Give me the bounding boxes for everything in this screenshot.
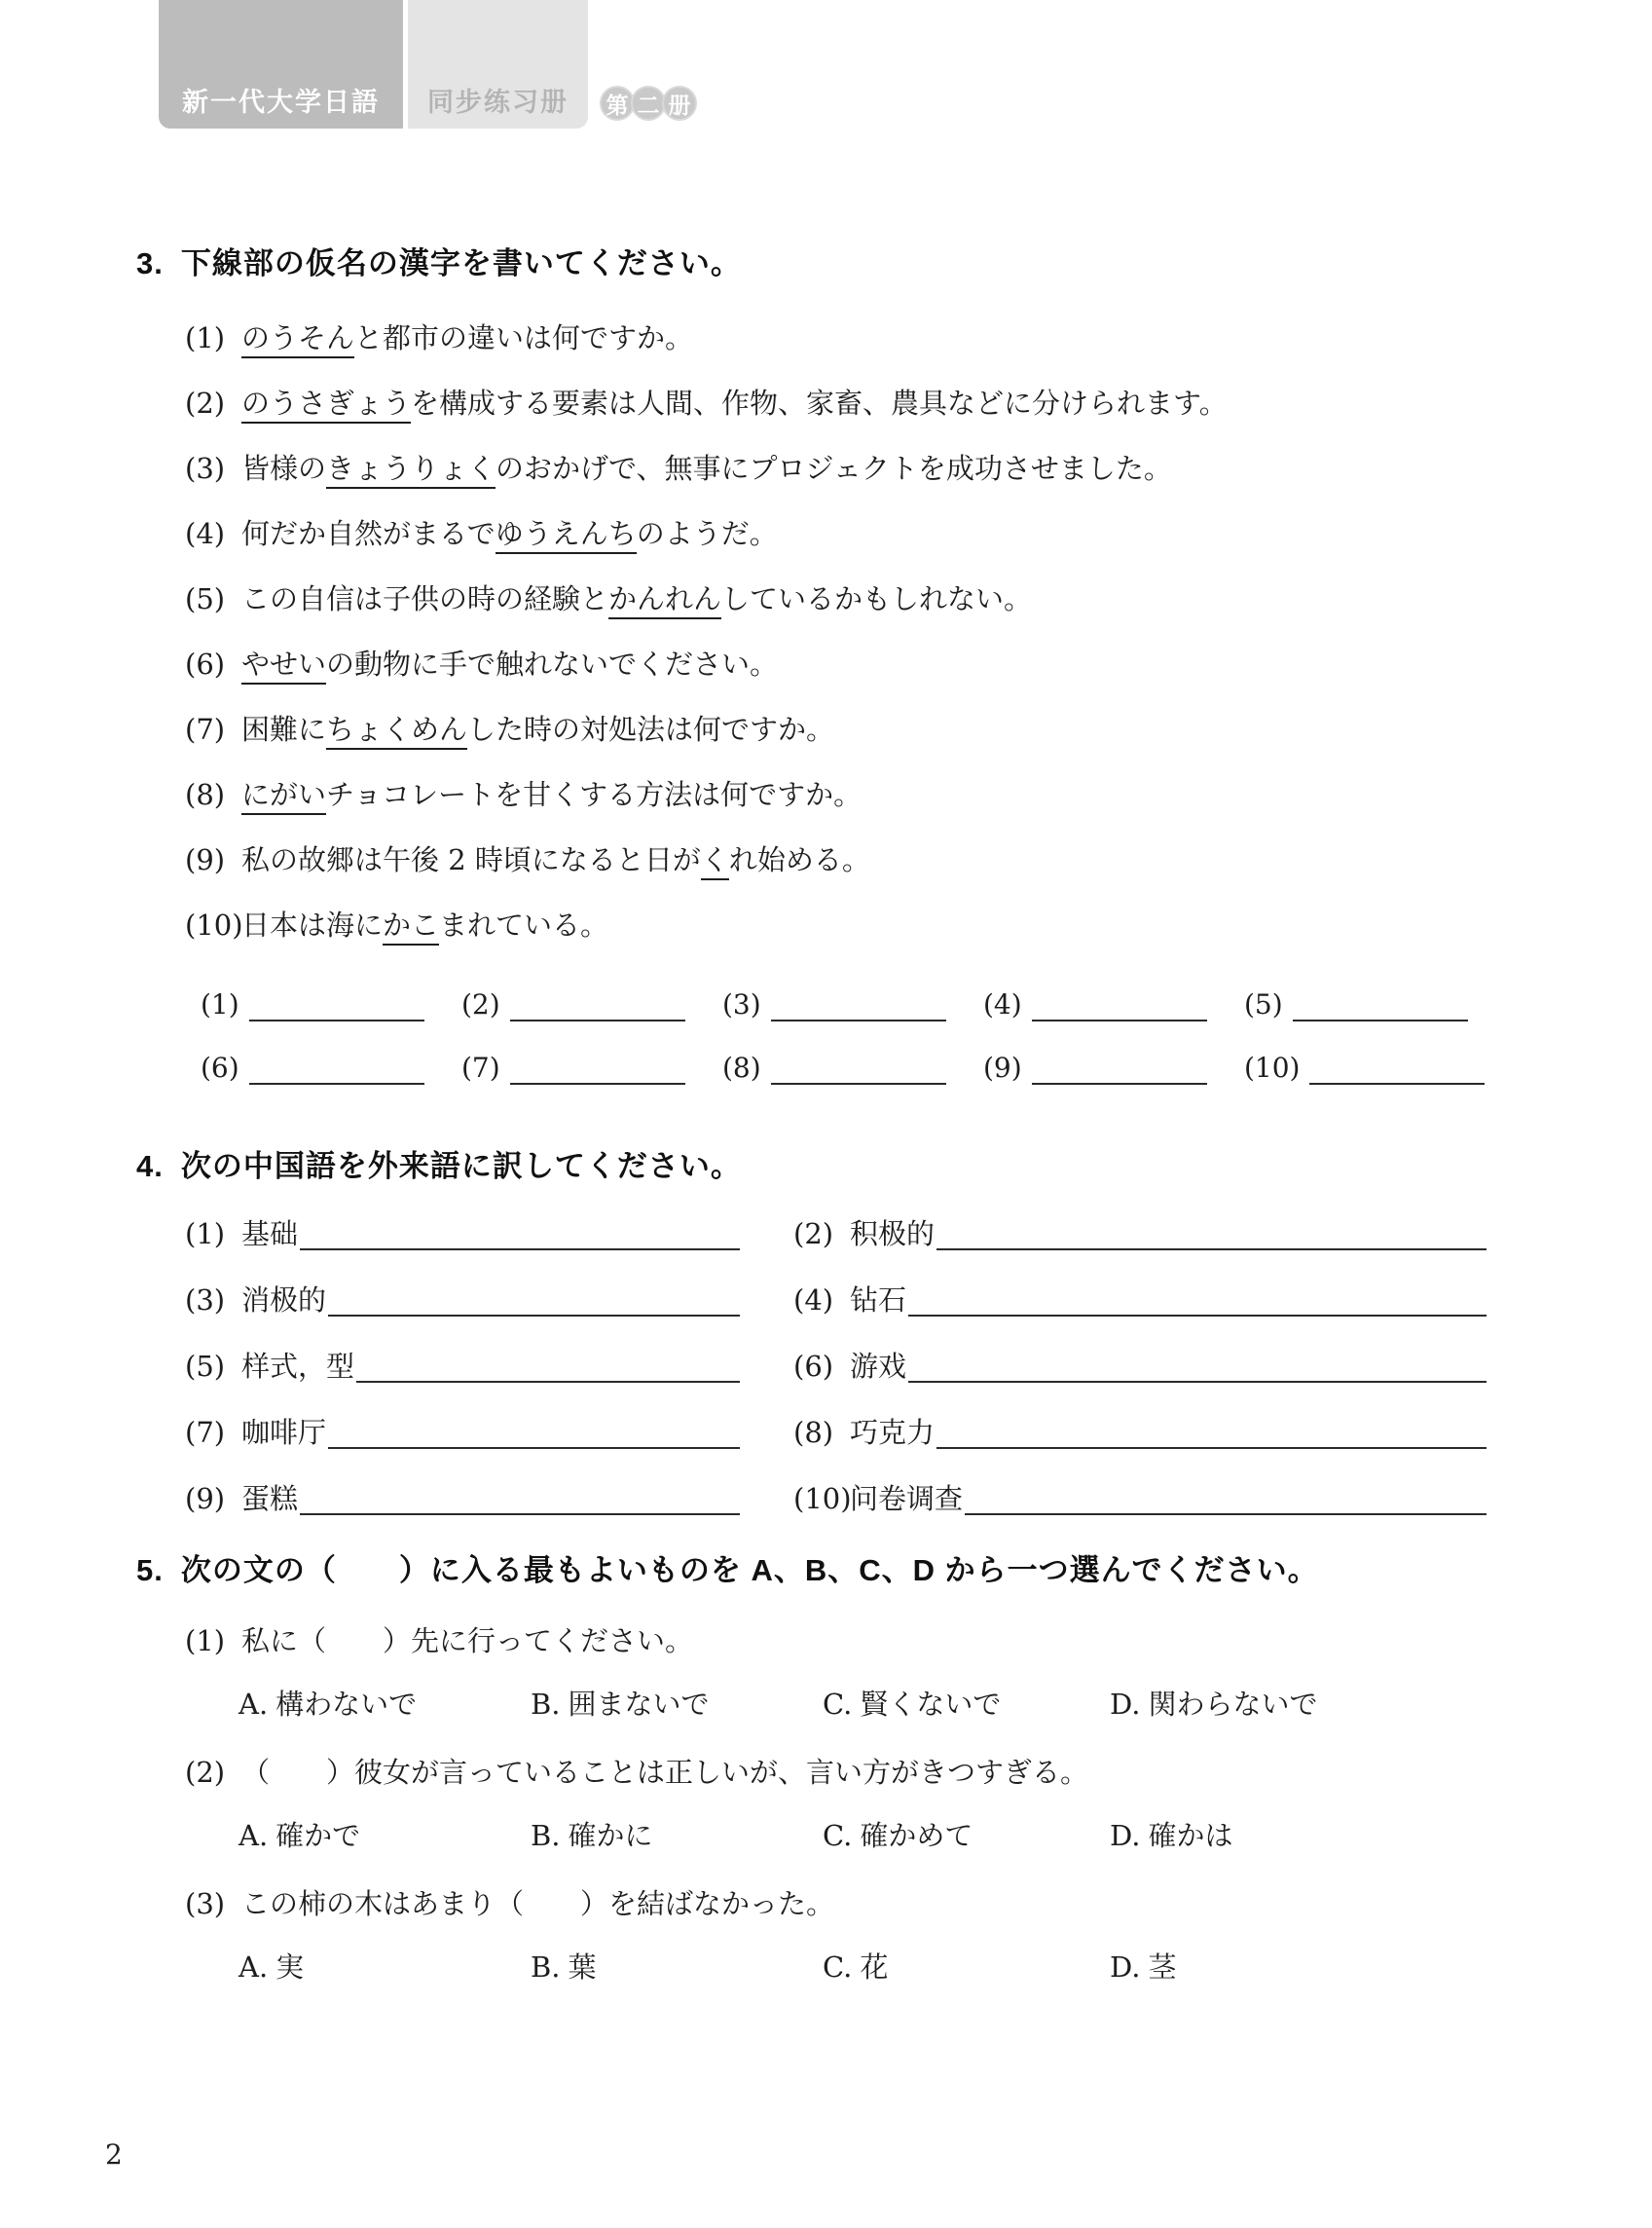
answer-blank xyxy=(908,1350,1487,1383)
item-number: (4) xyxy=(185,517,226,550)
chinese-word: 钻石 xyxy=(850,1283,907,1317)
page-header xyxy=(159,0,697,129)
question-text xyxy=(241,517,778,550)
translation-item xyxy=(793,1350,1487,1383)
answer-blank xyxy=(510,988,685,1021)
option xyxy=(531,1950,823,1984)
option xyxy=(531,1819,823,1852)
underlined-kana: きょうりょく xyxy=(326,452,496,489)
underlined-kana: く xyxy=(701,843,729,880)
answer-cell xyxy=(983,988,1244,1021)
underlined-kana: かこ xyxy=(383,909,439,946)
question-text xyxy=(241,713,834,746)
answer-number: (1) xyxy=(201,988,239,1021)
answer-blank xyxy=(1032,1052,1207,1085)
item-number: (4) xyxy=(793,1283,834,1317)
answer-blank xyxy=(936,1217,1487,1250)
answer-blank xyxy=(1309,1052,1485,1085)
question-row xyxy=(136,1887,1521,1920)
kanji-question-item xyxy=(185,387,1521,420)
answer-cell xyxy=(461,988,722,1021)
choice-question xyxy=(136,1624,1521,1721)
question-text: （ ）彼女が言っていることは正しいが、言い方がきつすぎる。 xyxy=(241,1756,1089,1789)
option xyxy=(823,1688,1110,1721)
item-number: (2) xyxy=(185,1756,226,1789)
option-text: 確かで xyxy=(275,1819,361,1852)
question-text: 私に（ ）先に行ってください。 xyxy=(241,1624,694,1657)
item-number: (3) xyxy=(185,452,226,485)
option-label: B. xyxy=(531,1688,561,1721)
plain-text: した時の対処法は何ですか。 xyxy=(467,713,835,746)
answer-blank xyxy=(908,1283,1487,1317)
answer-number: (4) xyxy=(983,988,1022,1021)
answer-blank xyxy=(1293,988,1468,1021)
translation-item xyxy=(136,1217,740,1250)
translation-item xyxy=(793,1217,1487,1250)
underlined-kana: やせい xyxy=(241,648,326,685)
choice-question xyxy=(136,1756,1521,1852)
option-text: 確かめて xyxy=(860,1819,973,1852)
kanji-question-item xyxy=(185,582,1521,615)
answer-blank xyxy=(771,988,946,1021)
option-label: D. xyxy=(1110,1688,1141,1721)
answer-cell xyxy=(983,1052,1244,1085)
answer-blank xyxy=(300,1482,740,1515)
underlined-kana: ちょくめん xyxy=(326,713,467,750)
option-label: C. xyxy=(823,1688,853,1721)
option-label: A. xyxy=(239,1688,269,1721)
answer-number: (8) xyxy=(722,1052,761,1084)
plain-text: チョコレートを甘くする方法は何ですか。 xyxy=(326,778,863,811)
option-text: 葉 xyxy=(568,1950,597,1984)
item-number: (6) xyxy=(185,648,226,681)
chinese-word: 积极的 xyxy=(850,1217,936,1250)
option xyxy=(531,1688,823,1721)
answer-number: (6) xyxy=(201,1052,239,1084)
kanji-question-item xyxy=(185,909,1521,942)
options-row xyxy=(136,1950,1521,1984)
kanji-question-item xyxy=(185,452,1521,485)
answer-blank xyxy=(771,1052,946,1085)
section5-title: 次の文の（ ）に入る最もよいものを A、B、C、D から一つ選んでください。 xyxy=(180,1553,1319,1587)
options-row xyxy=(136,1819,1521,1852)
plain-text: 皆様の xyxy=(241,452,327,485)
plain-text: れ始める。 xyxy=(728,843,870,876)
series-title-badge xyxy=(159,0,403,129)
answer-number: (3) xyxy=(722,988,761,1021)
option-text: 花 xyxy=(860,1950,889,1984)
chinese-word: 样式，型 xyxy=(241,1350,355,1383)
section4-number: 4. xyxy=(136,1149,164,1183)
item-number: (10) xyxy=(185,909,243,942)
option-label: C. xyxy=(823,1950,853,1984)
plain-text: のおかげで、無事にプロジェクトを成功させました。 xyxy=(496,452,1172,485)
page-number: 2 xyxy=(105,2138,123,2171)
plain-text: のようだ。 xyxy=(636,517,778,550)
option-text: 茎 xyxy=(1148,1950,1177,1984)
kanji-question-item xyxy=(185,778,1521,811)
item-number: (2) xyxy=(185,387,226,420)
option-label: B. xyxy=(531,1950,561,1984)
option-text: 関わらないで xyxy=(1148,1688,1318,1721)
option xyxy=(823,1950,1110,1984)
translation-item xyxy=(136,1350,740,1383)
item-number: (6) xyxy=(793,1350,834,1383)
kanji-question-item xyxy=(185,648,1521,681)
item-number: (1) xyxy=(185,321,226,354)
item-number: (8) xyxy=(793,1416,834,1449)
option-label: D. xyxy=(1110,1950,1141,1984)
answer-cell xyxy=(722,1052,983,1085)
answer-number: (10) xyxy=(1244,1052,1301,1084)
option xyxy=(1110,1819,1521,1852)
item-number: (9) xyxy=(185,1482,226,1515)
volume-circle: 第 xyxy=(600,86,635,121)
answer-cell xyxy=(201,988,461,1021)
question-text xyxy=(241,321,693,354)
section3-heading xyxy=(136,246,1521,281)
option xyxy=(239,1819,531,1852)
plain-text: 日本は海に xyxy=(241,909,384,942)
option-text: 構わないで xyxy=(275,1688,418,1721)
page-content xyxy=(0,246,1652,1984)
answer-number: (9) xyxy=(983,1052,1022,1084)
plain-text: しているかもしれない。 xyxy=(721,582,1033,615)
section3-answer-blanks xyxy=(136,988,1521,1085)
question-text xyxy=(241,843,870,876)
underlined-kana: のうそん xyxy=(241,321,354,358)
chinese-word: 基础 xyxy=(241,1217,299,1250)
plain-text: と都市の違いは何ですか。 xyxy=(354,321,694,354)
translation-item xyxy=(793,1416,1487,1449)
section3-title: 下線部の仮名の漢字を書いてください。 xyxy=(180,246,742,280)
item-number: (5) xyxy=(185,1350,226,1383)
kanji-question-item xyxy=(185,517,1521,550)
plain-text: 困難に xyxy=(241,713,327,746)
option-label: D. xyxy=(1110,1819,1141,1852)
option-label: C. xyxy=(823,1819,853,1852)
answer-cell xyxy=(1244,1052,1505,1085)
section5-number: 5. xyxy=(136,1553,164,1587)
translation-item xyxy=(136,1416,740,1449)
item-number: (5) xyxy=(185,582,226,615)
chinese-word: 咖啡厅 xyxy=(241,1416,327,1449)
option xyxy=(239,1688,531,1721)
answer-blank xyxy=(936,1416,1487,1449)
option-label: A. xyxy=(239,1819,269,1852)
underlined-kana: にがい xyxy=(241,778,326,815)
option xyxy=(1110,1688,1521,1721)
option-text: 囲まないで xyxy=(568,1688,710,1721)
answer-cell xyxy=(1244,988,1505,1021)
chinese-word: 消极的 xyxy=(241,1283,327,1317)
kanji-question-item xyxy=(185,321,1521,354)
option xyxy=(823,1819,1110,1852)
option-label: B. xyxy=(531,1819,561,1852)
question-text: この柿の木はあまり（ ）を結ばなかった。 xyxy=(241,1887,835,1920)
item-number: (2) xyxy=(793,1217,834,1250)
section4-translation-items xyxy=(136,1217,1521,1515)
plain-text: この自信は子供の時の経験と xyxy=(241,582,609,615)
answer-number: (5) xyxy=(1244,988,1283,1021)
option-label: A. xyxy=(239,1950,269,1984)
answer-number: (7) xyxy=(461,1052,500,1084)
answer-cell xyxy=(201,1052,461,1085)
chinese-word: 游戏 xyxy=(850,1350,907,1383)
option xyxy=(239,1950,531,1984)
translation-item xyxy=(136,1482,740,1515)
plain-text: を構成する要素は人間、作物、家畜、農具などに分けられます。 xyxy=(411,387,1228,420)
item-number: (3) xyxy=(185,1887,226,1920)
question-text xyxy=(241,909,608,942)
translation-item xyxy=(136,1283,740,1317)
choice-question xyxy=(136,1887,1521,1984)
option-text: 確かに xyxy=(568,1819,653,1852)
option-text: 実 xyxy=(275,1950,305,1984)
question-text xyxy=(241,582,1032,615)
series-title: 新一代大学日語 xyxy=(182,88,380,117)
volume-badge xyxy=(604,86,697,129)
option-text: 賢くないで xyxy=(860,1688,1002,1721)
volume-circle: 册 xyxy=(662,86,697,121)
item-number: (9) xyxy=(185,843,226,876)
section4-title: 次の中国語を外来語に訳してください。 xyxy=(180,1149,742,1183)
translation-item xyxy=(793,1283,1487,1317)
answer-blank xyxy=(328,1416,740,1449)
answer-blank xyxy=(356,1350,740,1383)
item-number: (1) xyxy=(185,1624,226,1657)
book-title: 同步练习册 xyxy=(427,88,569,117)
answer-blank xyxy=(1032,988,1207,1021)
underlined-kana: かんれん xyxy=(608,582,721,619)
item-number: (1) xyxy=(185,1217,226,1250)
answer-blank xyxy=(300,1217,740,1250)
section4-heading xyxy=(136,1149,1521,1184)
option-text: 確かは xyxy=(1148,1819,1233,1852)
answer-blank xyxy=(249,988,424,1021)
question-text xyxy=(241,452,1172,485)
item-number: (7) xyxy=(185,713,226,746)
kanji-question-item xyxy=(185,713,1521,746)
plain-text: 私の故郷は午後 2 時頃になると日が xyxy=(241,843,701,876)
answer-blank xyxy=(510,1052,685,1085)
book-title-badge xyxy=(408,0,588,129)
answer-blank xyxy=(328,1283,740,1317)
item-number: (10) xyxy=(793,1482,852,1515)
underlined-kana: ゆうえんち xyxy=(496,517,637,554)
chinese-word: 巧克力 xyxy=(850,1416,936,1449)
question-row xyxy=(136,1624,1521,1657)
plain-text: まれている。 xyxy=(439,909,609,942)
kanji-question-item xyxy=(185,843,1521,876)
answer-cell xyxy=(461,1052,722,1085)
section3-number: 3. xyxy=(136,246,164,280)
question-text xyxy=(241,387,1228,420)
section5-heading xyxy=(136,1553,1521,1588)
item-number: (3) xyxy=(185,1283,226,1317)
answer-row xyxy=(201,988,1521,1021)
answer-cell xyxy=(722,988,983,1021)
chinese-word: 问卷调查 xyxy=(850,1482,964,1515)
answer-blank xyxy=(249,1052,424,1085)
underlined-kana: のうさぎょう xyxy=(241,387,411,424)
question-text xyxy=(241,648,778,681)
plain-text: の動物に手で触れないでください。 xyxy=(326,648,779,681)
question-row xyxy=(136,1756,1521,1789)
item-number: (8) xyxy=(185,778,226,811)
volume-circle: 二 xyxy=(631,86,666,121)
options-row xyxy=(136,1688,1521,1721)
item-number: (7) xyxy=(185,1416,226,1449)
plain-text: 何だか自然がまるで xyxy=(241,517,496,550)
question-text xyxy=(241,778,862,811)
answer-row xyxy=(201,1052,1521,1085)
section5-choice-questions xyxy=(136,1624,1521,1984)
answer-blank xyxy=(965,1482,1487,1515)
option xyxy=(1110,1950,1521,1984)
section3-questions xyxy=(136,321,1521,942)
chinese-word: 蛋糕 xyxy=(241,1482,299,1515)
translation-item xyxy=(793,1482,1487,1515)
answer-number: (2) xyxy=(461,988,500,1021)
